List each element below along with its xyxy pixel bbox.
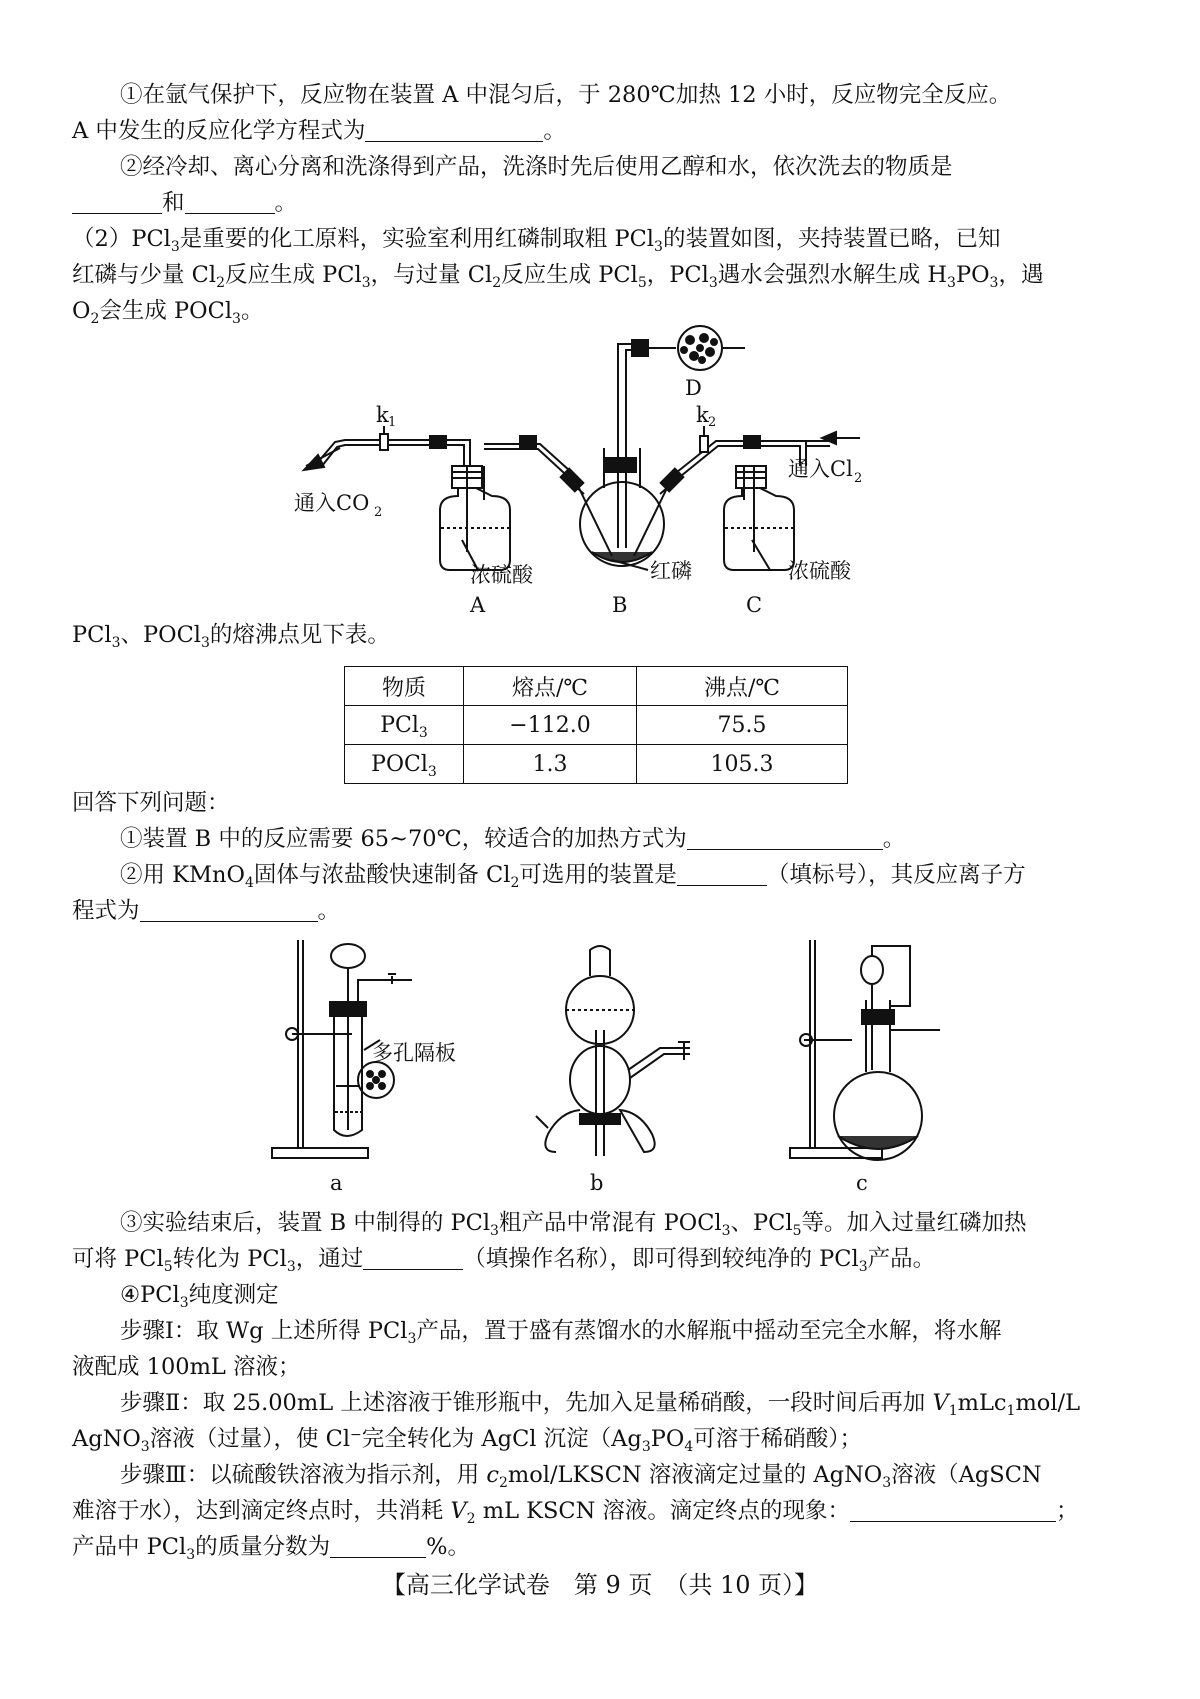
text: 。: [274, 190, 298, 216]
text: PO: [955, 262, 990, 288]
label-d: D: [685, 376, 702, 400]
table-row: [345, 706, 848, 745]
questions-intro: [72, 786, 1128, 820]
sub: 3: [140, 1439, 150, 1455]
label-cl2-sub: 2: [854, 471, 863, 486]
text: 步骤Ⅰ：取 Wg 上述所得 PCl: [120, 1318, 408, 1344]
sub: 3: [407, 1331, 417, 1347]
answer-blank-ionic-equation[interactable]: [140, 897, 318, 922]
sub: 3: [361, 275, 371, 291]
text: 等。加入过量红磷加热: [801, 1210, 1027, 1236]
text: 回答下列问题：: [72, 790, 230, 816]
label-k1: k: [376, 403, 389, 427]
text: （2）PCl: [72, 226, 171, 252]
sub: 3: [418, 724, 428, 741]
sub: 2: [498, 1475, 508, 1491]
page-footer: 【高三化学试卷 第 9 页 （共 10 页）】: [381, 1571, 819, 1599]
question-2-cont: [72, 894, 1128, 928]
text: mL KSCN 溶液。滴定终点的现象：: [475, 1498, 850, 1524]
text: 反应生成 PCl: [501, 262, 638, 288]
sub: 1: [1006, 1403, 1016, 1419]
sub: 3: [427, 763, 437, 780]
label-co2-sub: 2: [374, 505, 383, 520]
text: 遇水会强烈水解生成 H: [717, 262, 948, 288]
text: 转化为 PCl: [172, 1246, 287, 1272]
sub: 3: [186, 1547, 196, 1563]
text: 完全转化为 AgCl 沉淀（Ag: [361, 1426, 642, 1452]
label-red-phosphorus: 红磷: [650, 559, 692, 583]
label-cl2-inlet: 通入Cl: [788, 457, 853, 481]
sub: 3: [490, 1223, 499, 1239]
answer-blank-operation[interactable]: [363, 1245, 463, 1270]
sub: 3: [641, 1439, 651, 1455]
text: 。: [317, 898, 341, 924]
text: ；: [1055, 1498, 1079, 1524]
text: ，通过: [295, 1246, 364, 1272]
label-b: B: [612, 593, 628, 617]
label-device-c: c: [856, 1171, 868, 1195]
text: 产品中 PCl: [72, 1534, 187, 1560]
text: 产品。: [867, 1246, 936, 1272]
sub: 4: [684, 1439, 694, 1455]
text: 的熔沸点见下表。: [209, 622, 390, 648]
label-k2-sub: 2: [708, 415, 717, 430]
sub: 3: [858, 1259, 868, 1275]
text: 步骤Ⅲ：以硫酸铁溶液为指示剂，用: [120, 1462, 487, 1488]
table-intro: [72, 618, 1128, 652]
sub: 3: [170, 239, 180, 255]
sup: −: [350, 1427, 362, 1443]
text: 。: [543, 118, 566, 144]
sub: 2: [492, 275, 502, 291]
text: 步骤Ⅱ：取 25.00mL 上述溶液于锥形瓶中，先加入足量稀硝酸，一段时间后再加: [120, 1390, 933, 1416]
question-3-cont: [72, 1242, 1128, 1276]
text: （填操作名称），即可得到较纯净的 PCl: [463, 1246, 859, 1272]
text: 、PCl: [730, 1210, 793, 1236]
text: 可溶于稀硝酸）；: [693, 1426, 863, 1452]
text: 。: [240, 298, 264, 324]
sub: 3: [654, 239, 663, 255]
step-1-cont: [72, 1350, 1128, 1384]
text: 红磷与少量 Cl: [72, 262, 217, 288]
table-cell: 105.3: [637, 745, 848, 784]
sub: 3: [232, 311, 241, 327]
sub: 2: [90, 311, 100, 327]
label-k2: k: [696, 403, 709, 427]
text: 可将 PCl: [72, 1246, 164, 1272]
text: 。: [882, 826, 906, 852]
text: 溶液（AgSCN: [891, 1462, 1042, 1488]
text: V: [450, 1498, 467, 1524]
text: ①装置 B 中的反应需要 65~70℃，较适合的加热方式为: [120, 826, 687, 852]
text: ④PCl: [120, 1282, 180, 1308]
table-header-row: [345, 667, 848, 706]
sub: 3: [179, 1295, 189, 1311]
text: 溶液（过量），使 Cl: [149, 1426, 351, 1452]
text: mLc: [957, 1390, 1007, 1416]
question-1: [120, 822, 1128, 856]
sub: 3: [708, 275, 718, 291]
label-porous-plate: 多孔隔板: [372, 1041, 456, 1065]
text: 固体与浓盐酸快速制备 Cl: [253, 862, 511, 888]
sub: 2: [466, 1511, 476, 1527]
sub: 3: [947, 275, 956, 291]
sub: 5: [792, 1223, 802, 1239]
text: 的质量分数为: [195, 1534, 331, 1560]
text: 难溶于水），达到滴定终点时，共消耗: [72, 1498, 451, 1524]
sub: 3: [721, 1223, 731, 1239]
answer-blank-mass-fraction[interactable]: [330, 1533, 426, 1558]
text: ，遇: [998, 262, 1044, 288]
text: 的装置如图，夹持装置已略，已知: [662, 226, 1001, 252]
question-4-title: [120, 1278, 1128, 1312]
step-3-final: [72, 1530, 1128, 1564]
text: PCl: [72, 622, 112, 648]
text: AgNO: [72, 1426, 141, 1452]
text: ①在氩气保护下，反应物在装置 A 中混匀后，于 280℃加热 12 小时，反应物完全反应。: [120, 82, 1012, 108]
text: 产品，置于盛有蒸馏水的水解瓶中摇动至完全水解，将水解: [416, 1318, 1002, 1344]
text: ②经冷却、离心分离和洗涤得到产品，洗涤时先后使用乙醇和水，依次洗去的物质是: [120, 154, 953, 180]
text: ③实验结束后，装置 B 中制得的 PCl: [120, 1210, 491, 1236]
sub: 5: [637, 275, 647, 291]
answer-blank-endpoint[interactable]: [850, 1497, 1056, 1522]
sub: 5: [163, 1259, 173, 1275]
step-2: [120, 1386, 1128, 1420]
step-2-cont: [72, 1422, 1128, 1456]
table-cell: 1.3: [464, 745, 637, 784]
text: （填标号），其反应离子方: [766, 862, 1026, 888]
label-device-a: a: [330, 1171, 343, 1195]
text: 纯度测定: [188, 1282, 279, 1308]
text: 液配成 100mL 溶液；: [72, 1354, 301, 1380]
text: mol/LKSCN 溶液滴定过量的 AgNO: [507, 1462, 883, 1488]
text: V: [932, 1390, 949, 1416]
label-c: C: [746, 593, 763, 617]
table-cell: 75.5: [637, 706, 848, 745]
label-a: A: [470, 593, 486, 617]
text: 、POCl: [120, 622, 201, 648]
melting-boiling-table: [344, 666, 848, 784]
label-co2-inlet: 通入CO: [294, 491, 370, 515]
table-cell: [345, 745, 464, 784]
text: c: [486, 1462, 499, 1488]
sub: 4: [244, 875, 254, 891]
text: 反应生成 PCl: [225, 262, 362, 288]
table-header: 物质: [345, 667, 464, 706]
label-k1-sub: 1: [388, 415, 397, 430]
sub: 3: [111, 635, 121, 651]
sub: 3: [989, 275, 999, 291]
text: 是重要的化工原料，实验室利用红磷制取粗 PCl: [179, 226, 655, 252]
text: ，PCl: [646, 262, 709, 288]
text: 可选用的装置是: [519, 862, 677, 888]
label-conc-sulfuric-c: 浓硫酸: [788, 559, 851, 583]
text: O: [72, 298, 91, 324]
answer-blank-device[interactable]: [677, 861, 767, 886]
sub: 2: [510, 875, 520, 891]
sub: 2: [216, 275, 225, 291]
sub: 3: [286, 1259, 296, 1275]
text: PO: [650, 1426, 685, 1452]
sub: 1: [948, 1403, 958, 1419]
text: A 中发生的反应化学方程式为: [72, 118, 366, 144]
text: 粗产品中常混有 POCl: [498, 1210, 722, 1236]
question-3: [120, 1206, 1128, 1240]
text: ，与过量 Cl: [370, 262, 493, 288]
table-cell: [345, 706, 464, 745]
cell-text: PCl: [380, 712, 419, 738]
gas-generator-diagrams: [0, 930, 1200, 1200]
text: ②用 KMnO: [120, 862, 245, 888]
sub: 3: [882, 1475, 892, 1491]
sub: 3: [200, 635, 210, 651]
step-1: [120, 1314, 1128, 1348]
text: 和: [162, 190, 185, 216]
label-device-b: b: [590, 1171, 604, 1195]
answer-blank-heating[interactable]: [687, 825, 883, 850]
text: mol/L: [1015, 1390, 1081, 1416]
table-header: 熔点/℃: [464, 667, 637, 706]
step-3-cont: [72, 1494, 1128, 1528]
step-3: [120, 1458, 1128, 1492]
label-conc-sulfuric-a: 浓硫酸: [470, 563, 533, 587]
question-2: [120, 858, 1128, 892]
text: 会生成 POCl: [99, 298, 233, 324]
text: %。: [426, 1534, 471, 1560]
table-cell: −112.0: [464, 706, 637, 745]
table-header: 沸点/℃: [637, 667, 848, 706]
cell-text: POCl: [371, 751, 428, 777]
pcl3-apparatus-diagram: [0, 0, 1200, 620]
table-row: [345, 745, 848, 784]
text: 程式为: [72, 898, 140, 924]
